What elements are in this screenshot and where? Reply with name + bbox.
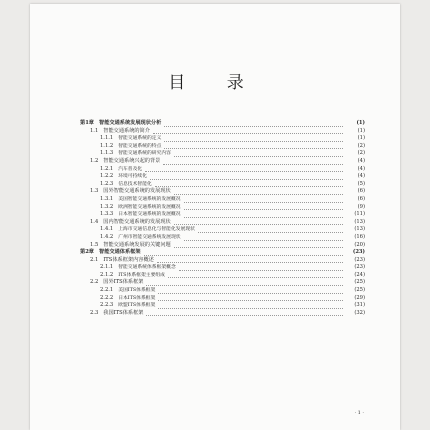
toc-entry-title: 广州市智能交通系统发展现状 <box>118 234 181 240</box>
toc-entry-title: 日本智能交通系统的发展概况 <box>118 212 181 218</box>
toc-entry-title: 智能交通系统的定义 <box>118 136 162 142</box>
toc-entry-page: (2) <box>357 142 365 149</box>
toc-entry-number: 1.3.3 <box>100 211 114 218</box>
toc-entry-page: (4) <box>357 173 365 180</box>
toc-entry-title: 智能交通系统发展的关键问题 <box>103 241 171 248</box>
toc-entry-number: 第1章 <box>80 120 94 126</box>
table-of-contents <box>80 120 365 317</box>
toc-entry-number: 2.2 <box>90 279 99 286</box>
toc-entry-number: 1.2 <box>90 157 99 164</box>
toc-entry-number: 2.1.1 <box>100 264 114 271</box>
toc-entry-page: (5) <box>357 180 365 187</box>
toc-entry-title: 环境可持续化 <box>118 174 147 180</box>
toc-entry-page: (29) <box>354 294 365 301</box>
toc-entry-number: 1.3.2 <box>100 203 114 210</box>
toc-entry-number: 1.1 <box>90 127 99 134</box>
toc-entry-number: 1.4 <box>90 218 99 225</box>
toc-entry-title: 智能交通系统的简介 <box>103 127 150 134</box>
toc-entry-page: (4) <box>357 157 365 164</box>
toc-entry-title: ITS体系框架主要组成 <box>118 272 165 278</box>
toc-entry-title: 欧洲智能交通系统的发展概况 <box>118 204 181 210</box>
toc-entry-number: 1.3 <box>90 188 99 195</box>
toc-entry-number: 1.3.1 <box>100 195 114 202</box>
toc-entry-page: (4) <box>357 165 365 172</box>
toc-entry-title: 日本ITS体系框架 <box>118 295 156 301</box>
toc-entry-title: 智能交通系统的研究内容 <box>118 151 171 157</box>
toc-entry-page: (1) <box>357 127 365 134</box>
toc-entry <box>80 310 365 318</box>
toc-entry-title: 我国ITS体系框架 <box>103 309 144 316</box>
toc-entry-title: 智能交通系统体系框架概念 <box>118 265 176 271</box>
toc-entry-page: (31) <box>354 302 365 309</box>
toc-entry-page: (20) <box>354 241 365 248</box>
page-title: 目 录 <box>168 73 262 93</box>
toc-entry-title: 智能交通系统兴起的背景 <box>103 157 161 164</box>
toc-entry-number: 1.2.2 <box>100 173 114 180</box>
toc-entry-page: (24) <box>354 271 365 278</box>
toc-entry-page: (23) <box>354 256 365 263</box>
page-number: · 1 · <box>354 410 364 416</box>
toc-entry-title: 国外ITS体系框架 <box>103 279 144 286</box>
toc-entry-number: 1.1.2 <box>100 142 114 149</box>
toc-entry-page: (2) <box>357 150 365 157</box>
toc-entry-title: 国外智能交通系统的发展现状 <box>103 188 171 195</box>
toc-entry-page: (25) <box>354 287 365 294</box>
toc-entry-page: (11) <box>354 211 365 218</box>
toc-entry-page: (32) <box>354 309 365 316</box>
toc-entry-number: 1.1.1 <box>100 135 114 142</box>
toc-entry-number: 1.4.2 <box>100 233 114 240</box>
toc-entry-title: 上海市交通信息化与智能化发展现状 <box>118 227 195 233</box>
toc-entry-title: 欧盟ITS体系框架 <box>118 303 156 309</box>
toc-entry-title: 美国ITS体系框架 <box>118 288 156 294</box>
toc-entry-number: 2.2.3 <box>100 302 114 309</box>
toc-entry-page: (9) <box>357 203 365 210</box>
toc-entry-title: 国内智能交通系统的发展现状 <box>103 218 171 225</box>
toc-entry-title: 汽车普及化 <box>118 166 143 172</box>
toc-entry-title: 信息技术智能化 <box>118 181 152 187</box>
toc-entry-page: (16) <box>354 233 365 240</box>
toc-entry-number: 1.4.1 <box>100 226 114 233</box>
toc-entry-number: 2.2.2 <box>100 294 114 301</box>
toc-entry-number: 2.3 <box>90 309 99 316</box>
toc-leader-dots <box>146 308 343 317</box>
document-page <box>30 4 400 430</box>
toc-entry-title: 美国智能交通系统的发展概况 <box>118 196 181 202</box>
toc-entry-number: 第2章 <box>80 249 94 256</box>
toc-entry-title: ITS体系框架内容概述 <box>103 256 154 263</box>
toc-entry-page: (1) <box>356 120 365 126</box>
toc-entry-page: (13) <box>354 218 365 225</box>
toc-entry-title: 智能交通系统的特点 <box>118 143 162 149</box>
toc-entry-number: 1.5 <box>90 241 99 248</box>
toc-entry-number: 2.1 <box>90 256 99 263</box>
toc-entry-title: 智能交通体系框架 <box>99 249 141 256</box>
toc-entry-title: 智能交通系统发展现状分析 <box>99 120 162 126</box>
toc-entry-number: 2.1.2 <box>100 271 114 278</box>
toc-entry-number: 1.1.3 <box>100 150 114 157</box>
toc-entry-page: (25) <box>354 279 365 286</box>
toc-entry-page: (13) <box>354 226 365 233</box>
toc-entry-page: (6) <box>357 195 365 202</box>
toc-entry-page: (1) <box>357 135 365 142</box>
toc-entry-page: (23) <box>354 264 365 271</box>
toc-entry-number: 2.2.1 <box>100 287 114 294</box>
toc-entry-number: 1.2.3 <box>100 180 114 187</box>
toc-entry-page: (23) <box>352 249 365 256</box>
toc-entry-number: 1.2.1 <box>100 165 114 172</box>
toc-entry-page: (6) <box>357 188 365 195</box>
